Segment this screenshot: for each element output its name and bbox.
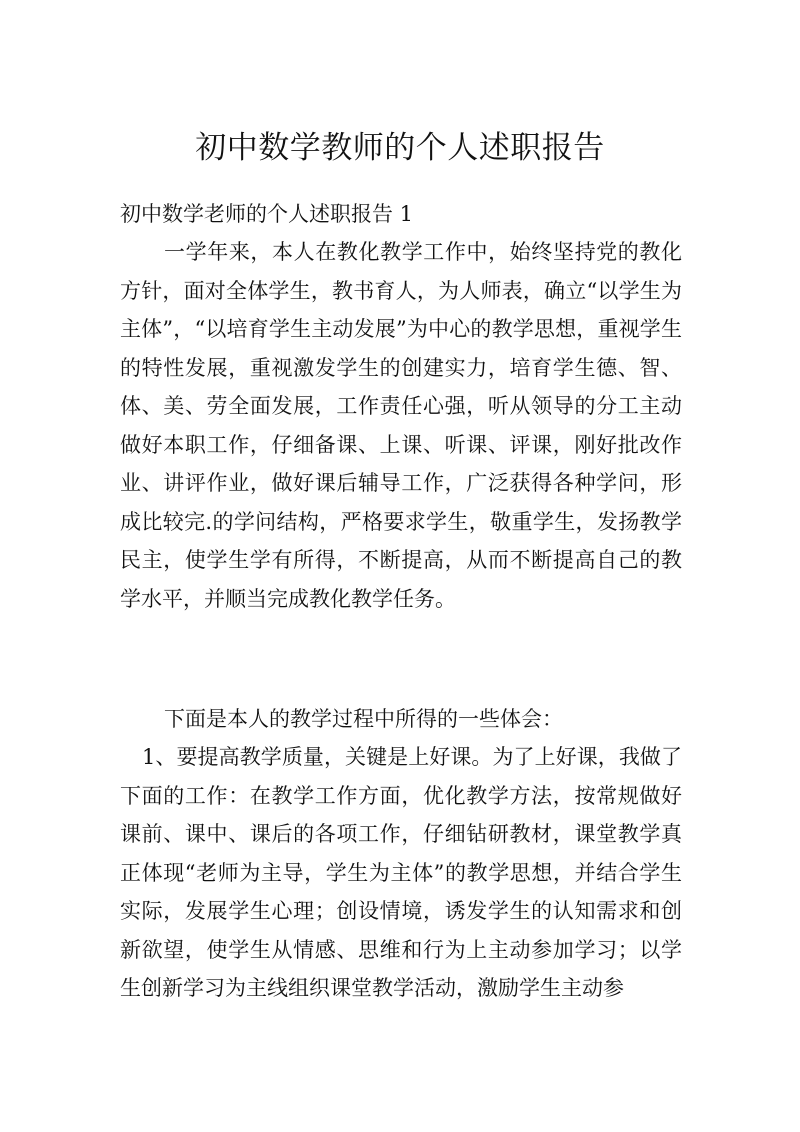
document-title: 初中数学教师的个人述职报告 — [195, 130, 605, 166]
report-subtitle: 初中数学老师的个人述职报告 1 — [120, 202, 414, 226]
paragraph-experience-heading: 下面是本人的教学过程中所得的一些体会： — [164, 707, 563, 731]
paragraph-point-1: 1、要提高教学质量，关键是上好课。为了上好课，我做了下面的工作：在教学工作方面，优化教学方法，按常规做好课前、课中、课后的各项工作，仔细钻研教材，课堂教学真正体现“老师为主导，学生为主体”的教学思想，并结合学生实际，发展学生心理；创设情境，诱发学生的认知需求和创新欲望，使学生从情感、思维和行为上主动参加学习；以学生创新学习为主线组织课堂教学活动，激励学生主动参 — [120, 745, 682, 1000]
paragraph-intro: 一学年来，本人在教化教学工作中，始终坚持党的教化方针，面对全体学生，教书育人，为人师表，确立“以学生为主体”，“以培育学生主动发展”为中心的教学思想，重视学生的特性发展，重视激发学生的创建实力，培育学生德、智、体、美、劳全面发展，工作责任心强，听从领导的分工主动做好本职工作，仔细备课、上课、听课、评课，刚好批改作业、讲评作业，做好课后辅导工作，广泛获得各种学问，形成比较完.的学问结构，严格要求学生，敬重学生，发扬教学民主，使学生学有所得，不断提高，从而不断提高自己的教学水平，并顺当完成教化教学任务。 — [120, 240, 682, 611]
